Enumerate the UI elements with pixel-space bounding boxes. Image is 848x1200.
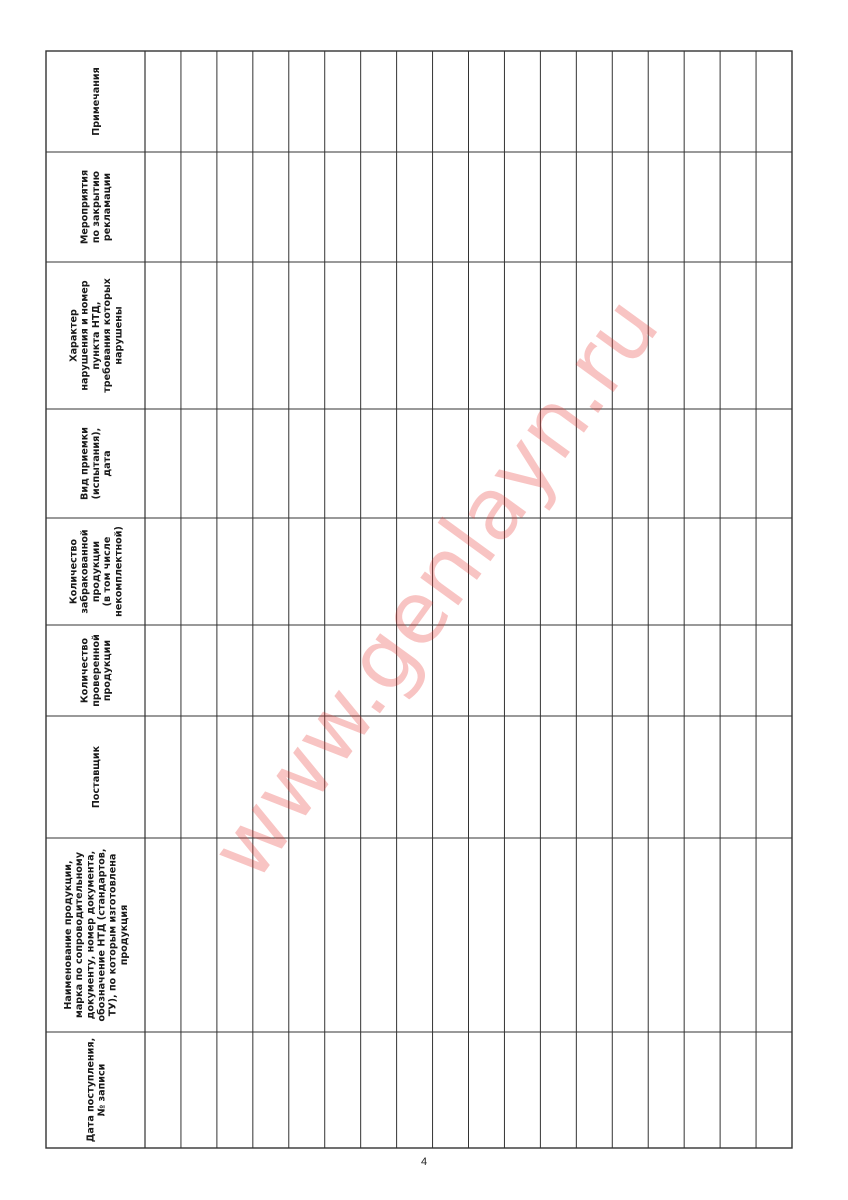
watermark-text: www.genlayn.ru xyxy=(191,279,679,898)
column-header xyxy=(91,67,102,136)
column-header-line: № записи xyxy=(96,1063,108,1117)
column-header-line: нарушения и номер xyxy=(79,280,91,391)
column-header-line: Мероприятия xyxy=(79,169,91,245)
column-header-line: (испытания), xyxy=(90,427,102,500)
column-header-line: обозначение НТД (стандартов, xyxy=(96,848,108,1022)
column-header-line: продукция xyxy=(118,904,130,966)
column-header-line: документу, номер документа, xyxy=(85,850,97,1020)
column-header-line: проверенной xyxy=(90,634,102,707)
column-header-line: Количество xyxy=(68,538,80,605)
column-header-line: ТУ), по которым изготовлена xyxy=(107,853,119,1017)
column-header-line: дата xyxy=(102,450,114,477)
column-header-line: нарушены xyxy=(113,306,125,365)
column-header-line: марка по сопроводительному xyxy=(74,851,86,1019)
column-header-line: забракованной xyxy=(79,529,91,614)
column-header-line: пункта НТД, xyxy=(90,301,102,370)
page-number: 4 xyxy=(420,1156,428,1168)
column-header xyxy=(80,170,113,244)
column-header xyxy=(85,1038,107,1142)
column-header-line: Характер xyxy=(68,309,80,362)
column-header-line: Примечания xyxy=(90,67,102,136)
column-header-line: Поставщик xyxy=(90,745,102,809)
column-header xyxy=(68,277,124,392)
column-header-line: продукции xyxy=(102,639,114,702)
column-header xyxy=(91,745,102,808)
column-header-line: Дата поступления, xyxy=(85,1037,97,1143)
column-header-line: требования которых xyxy=(102,278,114,393)
column-header-line: Вид приемки xyxy=(79,427,91,500)
column-header-line: по закрытию xyxy=(90,170,102,244)
column-header xyxy=(68,526,124,617)
column-header xyxy=(80,634,113,707)
column-header-line: рекламации xyxy=(102,172,114,242)
column-header xyxy=(63,849,130,1022)
column-header-line: некомплектной) xyxy=(113,526,125,617)
column-header-line: продукции xyxy=(90,540,102,603)
column-header-line: (в том числе xyxy=(102,536,114,607)
column-header-line: Количество xyxy=(79,637,91,704)
column-header-line: Наименование продукции, xyxy=(62,860,74,1010)
table-header xyxy=(63,67,130,1142)
column-header xyxy=(80,427,113,500)
